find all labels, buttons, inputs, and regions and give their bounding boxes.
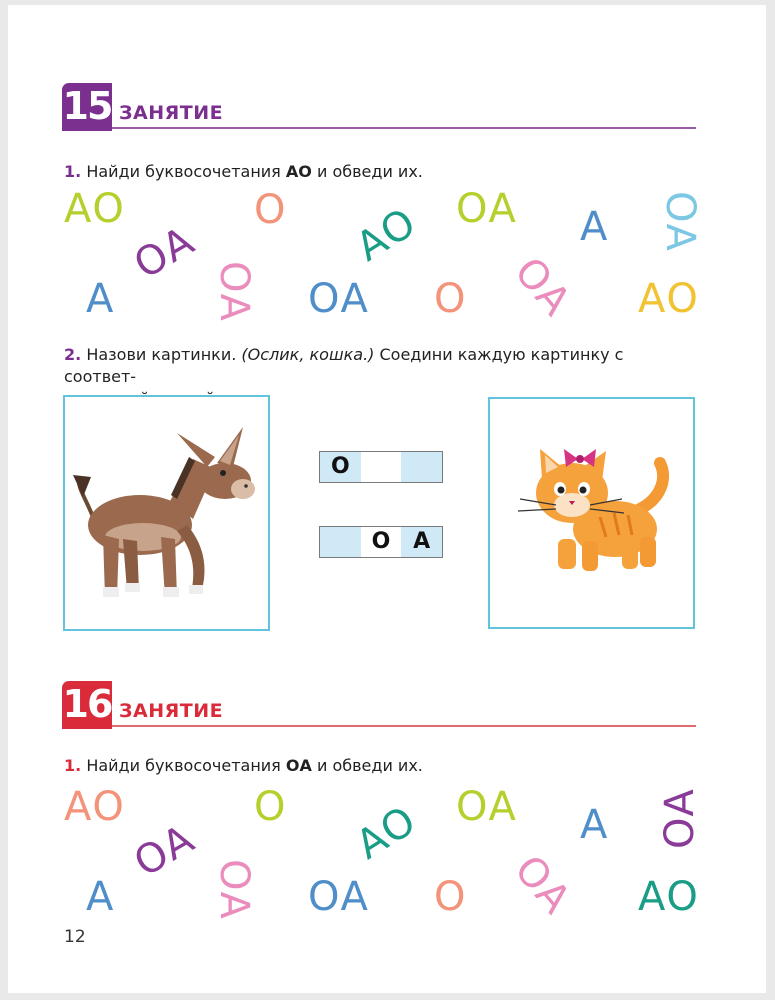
task-bold-letters: ОА (285, 756, 312, 775)
donkey-picture-frame[interactable] (63, 395, 270, 631)
letter-item[interactable]: АО (64, 784, 125, 830)
scheme-cell: О (320, 452, 361, 482)
task-number: 1. (64, 756, 82, 775)
letter-item[interactable]: ОА (456, 784, 517, 830)
letter-item[interactable]: АО (64, 186, 125, 232)
letter-item[interactable]: АО (348, 797, 425, 869)
letter-item[interactable]: ОА (126, 217, 203, 289)
letter-item[interactable]: АО (638, 276, 699, 322)
scheme-cell: О (371, 529, 391, 554)
scheme-cell (320, 527, 361, 557)
letter-item[interactable]: ОА (211, 859, 257, 920)
letter-item[interactable]: АО (348, 199, 425, 271)
scheme-box-2[interactable] (319, 526, 443, 558)
letter-item[interactable]: ОА (657, 191, 703, 252)
letter-item[interactable]: ОА (211, 261, 257, 322)
letter-item[interactable]: ОА (505, 846, 580, 924)
letter-item[interactable]: ОА (456, 186, 517, 232)
donkey-icon (65, 397, 268, 629)
workbook-page (8, 5, 766, 993)
task-text: Назови картинки. (86, 345, 242, 364)
lesson-16-title: ЗАНЯТИЕ (119, 700, 224, 722)
scheme-cell (401, 452, 442, 482)
kitten-picture-frame[interactable] (488, 397, 695, 629)
task-answer-hint: (Ослик, кошка.) (241, 345, 375, 364)
letter-item[interactable]: А (86, 276, 115, 322)
task-bold-letters: АО (285, 162, 312, 181)
lesson-16-task-1 (64, 755, 423, 777)
scheme-box-1[interactable] (319, 451, 443, 483)
page-number: 12 (64, 927, 86, 947)
letter-item[interactable]: О (434, 874, 467, 920)
letter-item[interactable]: ОА (308, 276, 369, 322)
letter-item[interactable]: ОА (126, 815, 203, 887)
lesson-15-task-1 (64, 161, 423, 183)
letter-item[interactable]: ОА (505, 248, 580, 326)
task-text-end: Соедини каждую картинку с соответ- (64, 345, 624, 386)
lesson-16-number-badge: 16 (62, 681, 112, 729)
task-text-end: и обведи их. (311, 162, 423, 181)
letter-item[interactable]: ОА (308, 874, 369, 920)
letter-item[interactable]: О (254, 187, 287, 233)
kitten-icon (490, 399, 693, 627)
lesson-15-number-badge: 15 (62, 83, 112, 131)
lesson-15-title: ЗАНЯТИЕ (119, 102, 224, 124)
letter-item[interactable]: АО (638, 874, 699, 920)
task-text: Найди буквосочетания (86, 756, 286, 775)
letter-item[interactable]: А (86, 874, 115, 920)
lesson-16-rule (112, 725, 696, 727)
letter-item[interactable]: О (254, 784, 287, 830)
task-number: 2. (64, 345, 82, 364)
task-text: Найди буквосочетания (86, 162, 286, 181)
task-text-end: и обведи их. (311, 756, 423, 775)
lesson-15-rule (112, 127, 696, 129)
letter-item[interactable]: О (434, 276, 467, 322)
scheme-cell: А (401, 527, 442, 557)
letter-item[interactable]: А (580, 802, 609, 848)
letter-item[interactable]: А (580, 204, 609, 250)
letter-item[interactable]: ОА (657, 788, 703, 849)
scheme-cell (361, 452, 402, 482)
task-number: 1. (64, 162, 82, 181)
